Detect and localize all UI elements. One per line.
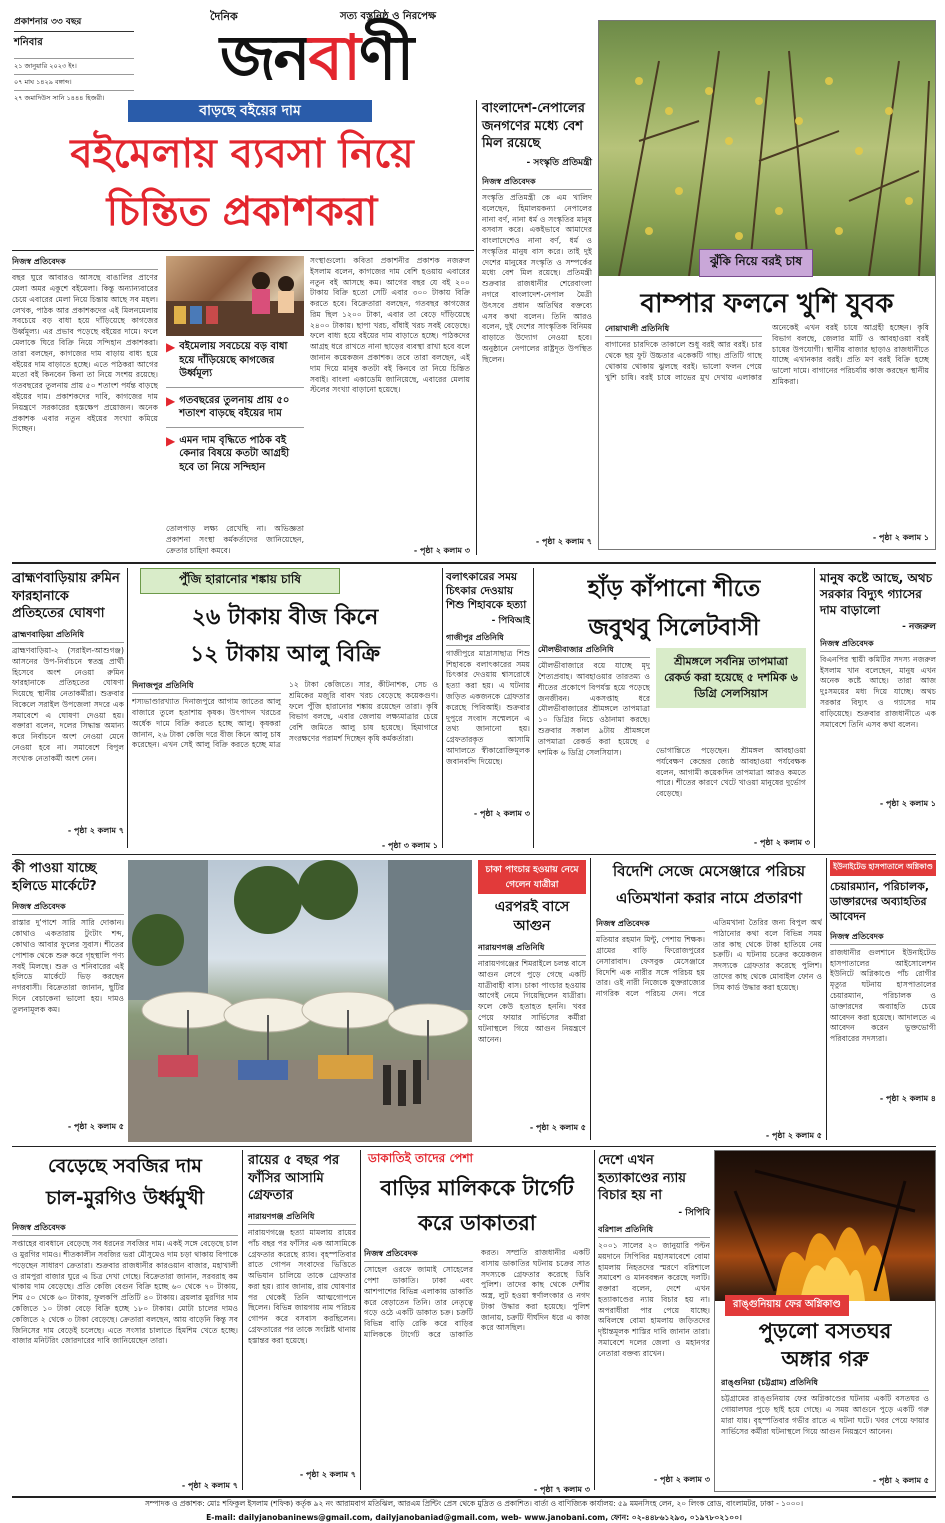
date-line-2: ০৭ মাঘ ১৪২৯ বঙ্গাব্দ।	[14, 74, 134, 88]
bus-kicker: চাকা পাংচার হওয়ায় নেমে গেলেন যাত্রীরা	[478, 860, 586, 894]
balatkar-headline: বলাৎকারের সময় চিৎকার দেওয়ায় শিশু শিহাবকে হত্যা	[446, 571, 527, 612]
lead-col-2-bottom: তোলপাড় লক্ষ্য রেখেছি না। অভিজ্ঞতা প্রকাশনা সংস্থা কর্মকর্তাদের জানিয়েছেন, ক্রেতার চাহিদা কমবে।	[166, 524, 304, 555]
krishi-continued: - পৃষ্ঠা ২ কলাম ১	[872, 533, 929, 542]
veg-body: নিজস্ব প্রতিবেদক সপ্তাহের ব্যবধানে বেড়েছে সব ধরনের সবজির দাম। একই সঙ্গে বেড়েছে চাল ও মুরগির দামও। শীতকালীন সবজির ভরা মৌসুমেও দাম চড়া থাকায় বিপাকে পড়েছেন সাধারণ ক্রেতারা। শুক্রবার রাজধানীর কারওয়ান বাজার, মহাখালী ও রামপুরা বাজার ঘুরে এ চিত্র দেখা গেছে। বিক্রেতারা জানান, সরবরাহ কম থাকায় দাম বেড়েছে। প্রতি কেজি বেগুন বিক্রি হচ্ছে ৬০ থেকে ৭০ টাকায়, শিম ৫০ থেকে ৬০ টাকায়, ফুলকপি প্রতিটি ৪০ টাকায়। ব্রয়লার মুরগির দাম কেজিতে ১০ টাকা বেড়ে বিক্রি হচ্ছে ১৮০ টাকায়। মোটা চালের দামও কেজিতে ২ থেকে ৩ টাকা বেড়েছে। ক্রেতারা বলছেন, আয় বাড়েনি কিন্তু সব জিনিসের দাম বেড়েই চলেছে। এতে সংসার চালাতে হিমশিম খেতে হচ্ছে। বাজার মনিটরিং জোরদারের দাবি জানিয়েছেন তারা।	[12, 1223, 238, 1346]
dakat-headline-1: বাড়ির মালিককে টার্গেট	[380, 1176, 574, 1200]
holiday-market-illustration	[128, 860, 472, 1142]
hospital-story	[830, 860, 936, 1142]
hospital-body: নিজস্ব প্রতিবেদক রাজধানীর গুলশানে ইউনাইটেড হাসপাতালের আইসোলেশন ইউনিটে অগ্নিকাণ্ডে পাঁচ রোগীর মৃত্যুর ঘটনায় হাসপাতালের চেয়ারম্যান, পরিচালক ও ডাক্তারদের অব্যাহতি চেয়ে আবেদন করা হয়েছে। আদালতে এ আবেদন করেন ভুক্তভোগী পরিবারের সদস্যরা।	[830, 931, 936, 1044]
fashi-byline: নারায়ণগঞ্জ প্রতিনিধি	[248, 1211, 356, 1225]
fire-photo	[715, 1151, 935, 1301]
potato-kicker: পুঁজি হারানোর শঙ্কায় চাষি	[140, 568, 340, 594]
fire-byline: রাঙ্গুনিয়া (চট্টগ্রাম) প্রতিনিধি	[721, 1377, 929, 1391]
krishi-section	[598, 20, 936, 550]
paper-name	[220, 20, 412, 96]
balatkar-byline: গাজীপুর প্রতিনিধি	[446, 632, 530, 646]
cold-box: শ্রীমঙ্গলে সর্বনিম্ন তাপমাত্রা রেকর্ড করা হয়েছে ৫ দশমিক ৬ ডিগ্রি সেলসিয়াস	[656, 648, 806, 708]
cpb-source: - সিপিবি	[678, 1207, 710, 1218]
dakat-byline: নিজস্ব প্রতিবেদক	[364, 1248, 473, 1262]
balatkar-source: - পিবিআই	[491, 615, 530, 626]
gas-continued: - পৃষ্ঠা ২ কলাম ১	[879, 798, 936, 808]
lead-col-3: সংস্থাগুলো। কবিতা প্রকাশনীর প্রকাশক নজরুল ইসলাম বলেন, কাগজের দাম বেশি হওয়ায় এবারের নতুন বই আসছে কম। আগের বছর যে বই ২০০ টাকায় বিক্রি হতো সেটি এবার ৩০০ টাকায় বিক্রি করতে হবে। বিক্রেতারা বলছেন, গতবছর কাগজের রিম ছিল ১২০০ টাকা, এবার তা বেড়ে দাঁড়িয়েছে ২৪০০ টাকায়। ছাপা খরচ, বাঁধাই খরচ সবই বেড়েছে। ফলে বাধ্য হয়ে বইয়ের দাম বাড়াতে হচ্ছে। পাঠকদের আগ্রহ ধরে রাখতে নানা ছাড়ের ব্যবস্থা রাখা হবে বলে জানান কয়েকজন প্রকাশক। তবে তারা বলছেন, এই দাম দিয়ে মানুষ কতটা বই কিনবে তা নিয়ে চিন্তিত সবাই। বাংলা একাডেমি জানিয়েছে, এবারের মেলায় স্টলের সংখ্যা বাড়ানো হয়েছে।	[310, 256, 470, 395]
messenger-headline-2: এতিমখানা করার নামে প্রতারণা	[616, 889, 802, 907]
cold-continued: - পৃষ্ঠা ২ কলাম ৩	[753, 838, 810, 847]
plum-tree-illustration	[599, 21, 935, 276]
lead-bullet-1: ▶ বইমেলায় সবচেয়ে বড় বাধা হয়ে দাঁড়িয়েছে কাগজের উর্ধ্বমূল্য	[166, 340, 288, 379]
bookfair-illustration	[166, 256, 304, 336]
market-story	[12, 860, 124, 1142]
name-part-right: াণী	[358, 21, 413, 94]
lead-headline-1: বইমেলায় ব্যবসা নিয়ে	[70, 131, 414, 177]
potato-headline-2: ১২ টাকায় আলু বিক্রি	[190, 642, 380, 667]
footer-imprint: সম্পাদক ও প্রকাশক: মোঃ শফিকুল ইসলাম (শফিক) কর্তৃক ৯২ নং আরামবাগ মতিঝিল, আরএম প্রিন্টিং প্রেস থেকে মুদ্রিত ও প্রকাশিত। বার্তা ও বাণিজ্যিক কার্যালয়: ৫৯ মমনসিংহ লেন, ২০ লিংক রোড, বাংলামটর, ঢাকা - ১০০০।	[145, 1499, 803, 1508]
gas-source: - নজরুল	[902, 621, 936, 632]
dakat-headline-2: করে ডাকাতরা	[418, 1211, 536, 1235]
cpb-headline: দেশে এখন হত্যাকাণ্ডের ন্যায় বিচার হয় না	[598, 1153, 686, 1204]
fire-continued: - পৃষ্ঠা ২ কলাম ৫	[872, 1476, 929, 1485]
bus-continued: - পৃষ্ঠা ২ কলাম ৫	[529, 1122, 586, 1132]
cold-headline-1: হাঁড় কাঁপানো শীতে	[587, 576, 761, 602]
cpb-story	[598, 1152, 710, 1492]
veg-byline: নিজস্ব প্রতিবেদক	[12, 1222, 238, 1236]
lead-byline: নিজস্ব প্রতিবেদক	[12, 256, 158, 270]
potato-headline-1: ২৬ টাকায় বীজ কিনে	[191, 605, 379, 630]
brahmanbaria-body: ব্রাহ্মণবাড়িয়া প্রতিনিধি ব্রাহ্মণবাড়িয়া-২ (সরাইল-আশুগঞ্জ) আসনের উপ-নির্বাচনে স্বতন্ত্র প্রার্থী হিসেবে অংশ নেওয়া রুমিন ফারহানাকে প্রতিহতের ঘোষণা দিয়েছে স্থানীয় নেতাকর্মীরা। শুক্রবার বিকেলে সরাইল উপজেলা সদরে এক সমাবেশে এ ঘোষণা দেওয়া হয়। বক্তারা বলেন, দলের সিদ্ধান্ত অমান্য করে নির্বাচনে অংশ নেওয়া মেনে নেওয়া হবে না। সমাবেশে বিপুল সংখ্যক নেতাকর্মী অংশ নেন।	[12, 629, 124, 763]
market-headline: কী পাওয়া যাচ্ছে হলিডে মার্কেটে?	[12, 861, 97, 894]
krishi-body: নোয়াখালী প্রতিনিধি বাগানের চারদিকে তাকালে শুধু বরই আর বরই। চার থেকে ছয় ফুট উচ্চতার একেকটি গাছ। প্রতিটি গাছে থোকায় থোকায় ঝুলছে বরই। ভালো ফলন পেয়ে খুশি চাষি। বরই চাষে লাভের মুখ দেখায় এলাকার অনেকেই এখন বরই চাষে আগ্রহী হচ্ছেন। কৃষি বিভাগ বলছে, জেলার মাটি ও আবহাওয়া বরই চাষের উপযোগী। স্থানীয় বাজার ছাড়াও রাজধানীতে যাচ্ছে এখানকার বরই। প্রতি মণ বরই বিক্রি হচ্ছে ভালো দামে। বাগানের পরিচর্যায় কাজ করছেন স্থানীয় শ্রমিকরা।	[605, 323, 929, 386]
dakat-continued: - পৃষ্ঠা ৭ কলাম ৩	[533, 1485, 590, 1494]
veg-story	[12, 1152, 238, 1492]
hospital-headline: চেয়ারম্যান, পরিচালক, ডাক্তারদের অব্যাহতির আবেদন	[830, 880, 930, 923]
paper-tagline: সত্য বস্তুনিষ্ঠ ও নিরপেক্ষ	[340, 11, 437, 22]
lead-col-1: নিজস্ব প্রতিবেদক বছর ঘুরে আবারও আসছে বাঙালির প্রাণের মেলা অমর একুশে বইমেলা। কিন্তু অন্যান্যবারের চেয়ে এবারের মেলা নিয়ে চিন্তায় আছে সব মহল। লেখক, পাঠক আর প্রকাশকদের এই মিলনমেলায় সবচেয়ে বড় বাধা হয়ে দাঁড়িয়েছে কাগজের উর্ধ্বমূল্য। এর প্রভাব পড়েছে বইয়ের দামে। ফলে মেলাকে ঘিরে বিক্রি নিয়ে সন্দিহান প্রকাশকরা। তারা বলছেন, কাগজের দাম বাড়ায় বাধ্য হয়ে বইয়ের দাম বাড়াতে হচ্ছে। এতে পাঠকরা আগের মতো বই কিনবেন কিনা তা নিয়ে সংশয় রয়েছে। গতবছরের তুলনায় প্রায় ৫০ শতাংশ পর্যন্ত বাড়ছে বইয়ের দাম। প্রকাশকদের দাবি, কাগজের দাম নিয়ন্ত্রণে সরকারের হস্তক্ষেপ প্রয়োজন। অনেক প্রকাশক এবার নতুন বইয়ের সংখ্যা কমিয়ে দিচ্ছেন।	[12, 257, 158, 434]
messenger-body: নিজস্ব প্রতিবেদক মতিয়ার রহমান মিন্টু, পেশায় শিক্ষক। গ্রামের বাড়ি ফিরোজপুরের নেসারাবাদ। ফেসবুক মেসেঞ্জারে বিদেশি এক নারীর সঙ্গে পরিচয় হয় তার। ওই নারী নিজেকে যুক্তরাজ্যের নাগরিক বলে পরিচয় দেন। পরে এতিমখানা তৈরির জন্য বিপুল অর্থ পাঠানোর কথা বলে বিভিন্ন সময় তার কাছ থেকে টাকা হাতিয়ে নেয় চক্রটি। এ ঘটনায় চক্রের কয়েকজন সদস্যকে গ্রেফতার করেছে পুলিশ। তাদের কাছ থেকে মোবাইল ফোন ও সিম কার্ড উদ্ধার করা হয়েছে।	[596, 918, 822, 999]
nepal-source: - সংস্কৃতি প্রতিমন্ত্রী	[526, 157, 592, 168]
nepal-continued: - পৃষ্ঠা ২ কলাম ৭	[535, 536, 592, 546]
brahmanbaria-story	[12, 570, 124, 850]
lead-bullet-3: ▶ এমন দাম বৃদ্ধিতে পাঠক বই কেনার বিষয়ে কতটা আগ্রহী হবে তা নিয়ে সন্দিহান	[166, 433, 290, 473]
date-line-3: ২৭ জমাদিউস সানি ১৪৪৪ হিজরী।	[14, 90, 134, 104]
nepal-headline: বাংলাদেশ-নেপালের জনগণের মধ্যে বেশ মিল রয়েছে	[482, 101, 585, 152]
bullet-arrow-icon: ▶	[166, 340, 176, 354]
market-continued: - পৃষ্ঠা ২ কলাম ৫	[67, 1122, 124, 1132]
fashi-story	[248, 1152, 356, 1492]
potato-byline: দিনাজপুর প্রতিনিধি	[132, 680, 281, 694]
lead-continued: - পৃষ্ঠা ২ কলাম ৩	[413, 546, 470, 555]
fire-illustration	[715, 1151, 935, 1301]
hospital-continued: - পৃষ্ঠা ২ কলাম ৪	[879, 1093, 936, 1103]
lead-photo	[166, 256, 304, 336]
bullet-arrow-icon: ▶	[166, 393, 176, 408]
footer	[12, 1499, 936, 1523]
fashi-body: নারায়ণগঞ্জ প্রতিনিধি নারায়ণগঞ্জে হত্যা মামলায় রায়ের পাঁচ বছর পর ফাঁসির এক আসামিকে গ্রেফতার করেছে র‌্যাব। বৃহস্পতিবার রাতে গোপন সংবাদের ভিত্তিতে অভিযান চালিয়ে তাকে গ্রেফতার করা হয়। র‌্যাব জানায়, রায় ঘোষণার পর থেকেই তিনি আত্মগোপনে ছিলেন। বিভিন্ন জায়গায় নাম পরিচয় গোপন করে বসবাস করছিলেন। গ্রেফতারের পর তাকে সংশ্লিষ্ট থানায় হস্তান্তর করা হয়েছে।	[248, 1211, 356, 1345]
messenger-byline: নিজস্ব প্রতিবেদক	[596, 918, 705, 932]
brahmanbaria-byline: ব্রাহ্মণবাড়িয়া প্রতিনিধি	[12, 629, 124, 643]
market-photo	[128, 860, 472, 1142]
masthead-logo	[200, 6, 620, 96]
gas-byline: নিজস্ব প্রতিবেদক	[820, 638, 936, 652]
nepal-story	[482, 100, 592, 555]
veg-headline-2: চাল-মুরগিও উর্ধ্বমুখী	[45, 1187, 205, 1209]
krishi-photo-caption: ঝুঁকি নিয়ে বরই চাষ	[699, 249, 813, 277]
fire-headline-1: পুড়লো বসতঘর	[758, 1319, 892, 1343]
krishi-headline: বাম্পার ফলনে খুশি যুবক	[640, 289, 894, 319]
messenger-continued: - পৃষ্ঠা ২ কলাম ৫	[765, 1131, 822, 1140]
bus-headline: এরপরই বাসে আগুন	[494, 899, 570, 934]
fire-story	[714, 1150, 936, 1492]
cpb-body: বরিশাল প্রতিনিধি ২০০১ সালের ২০ জানুয়ারি পল্টন ময়দানে সিপিবির মহাসমাবেশে বোমা হামলায় নিহতদের স্মরণে বরিশালে সমাবেশ ও মানববন্ধন করেছে দলটি। বক্তারা বলেন, দেশে এখন হত্যাকাণ্ডের ন্যায় বিচার হয় না। অপরাধীরা পার পেয়ে যাচ্ছে। অবিলম্বে বোমা হামলায় জড়িতদের দৃষ্টান্তমূলক শাস্তির দাবি জানান তারা। সমাবেশে দলের জেলা ও মহানগর নেতারা বক্তব্য রাখেন।	[598, 1224, 710, 1358]
potato-continued: - পৃষ্ঠা ৩ কলাম ১	[381, 841, 438, 850]
fire-kicker: রাঙ্গুনিয়ায় ফের অগ্নিকাণ্ড	[725, 1295, 849, 1316]
messenger-story	[596, 860, 822, 1142]
balatkar-continued: - পৃষ্ঠা ২ কলাম ৩	[473, 808, 530, 818]
fire-headline-2: অঙ্গার গরু	[781, 1347, 869, 1371]
balatkar-story	[446, 570, 530, 848]
bus-byline: নারায়ণগঞ্জ প্রতিনিধি	[478, 942, 586, 956]
date-line-1: ২১ জানুয়ারি ২০২৩ ইং।	[14, 58, 134, 72]
hospital-kicker: ইউনাইটেড হাসপাতালে অগ্নিকাণ্ড	[830, 860, 936, 876]
cpb-continued: - পৃষ্ঠা ২ কলাম ৩	[653, 1474, 710, 1484]
dakat-kicker: ডাকাতিই তাদের পেশা	[368, 1151, 474, 1165]
name-part-left: জন	[220, 21, 309, 94]
day-label: শনিবার	[14, 37, 43, 48]
cpb-byline: বরিশাল প্রতিনিধি	[598, 1224, 710, 1238]
footer-contacts: E-mail: dailyjanobaninews@gmail.com, dailyjanobaniad@gmail.com, web- www.janobani.com, ফোন: ০২-৪৪৮৬১২৯৩, ০১৯৭৮০২১০০।	[206, 1513, 742, 1522]
brahmanbaria-continued: - পৃষ্ঠা ২ কলাম ৭	[67, 825, 124, 835]
cold-headline-2: জবুথবু সিলেটবাসী	[588, 615, 760, 641]
lead-bullet-2: ▶ গতবছরের তুলনায় প্রায় ৫০ শতাংশ বাড়ছে বইয়ের দাম	[166, 393, 290, 419]
gas-body: নিজস্ব প্রতিবেদক বিএনপির স্থায়ী কমিটির সদস্য নজরুল ইসলাম খান বলেছেন, মানুষ এখন অনেক কষ্টে আছে। তারা আজ দুঃসময়ের মধ্য দিয়ে যাচ্ছে। অথচ সরকার বিদ্যুৎ ও গ্যাসের দাম বাড়িয়েছে। শুক্রবার রাজধানীতে এক সমাবেশে তিনি এসব কথা বলেন।	[820, 638, 936, 729]
paper-prefix: দৈনিক	[210, 10, 238, 23]
market-body: নিজস্ব প্রতিবেদক রাস্তার দু'পাশে সারি সারি দোকান। কোথাও একতারায় টুংটাং শব্দ, কোথাও আবার ফুলের সুবাস। শীতের পোশাক থেকে শুরু করে গৃহস্থালি পণ্য সবই মিলছে। শুক্র ও শনিবারের এই হলিডে মার্কেটে ভিড় করছেন নগরবাসী। বিক্রেতারা জানান, ছুটির দিনে বেচাকেনা ভালো হয়। দামও তুলনামূলক কম।	[12, 902, 124, 1014]
fashi-headline: রায়ের ৫ বছর পর ফাঁসির আসামি গ্রেফতার	[248, 1153, 340, 1204]
fashi-continued: - পৃষ্ঠা ২ কলাম ৭	[299, 1469, 356, 1479]
krishi-photo	[599, 21, 935, 276]
edition-line: প্রকাশনার ৩৩ বছর	[14, 14, 134, 32]
market-byline: নিজস্ব প্রতিবেদক	[12, 901, 124, 915]
gas-story	[820, 570, 936, 840]
bullet-arrow-icon: ▶	[166, 433, 176, 448]
bus-story	[478, 860, 586, 1142]
nepal-byline: নিজস্ব প্রতিবেদক	[482, 176, 592, 190]
krishi-byline: নোয়াখালী প্রতিনিধি	[605, 323, 762, 337]
cold-story	[538, 570, 810, 850]
dakat-body: নিজস্ব প্রতিবেদক সোহেল ওরফে জামাই সোহেলের পেশা ডাকাতি। ঢাকা এবং আশপাশের বিভিন্ন এলাকায় ডাকাতি করে বেড়াতেন তিনি। তার নেতৃত্বে গড়ে ওঠে একটি ডাকাত চক্র। চক্রটি বিভিন্ন বাড়ি রেকি করে বাড়ির মালিককে টার্গেট করে ডাকাতি করত। সম্প্রতি রাজধানীর একটি বাসায় ডাকাতির ঘটনায় চক্রের সাত সদস্যকে গ্রেফতার করেছে ডিবি পুলিশ। তাদের কাছ থেকে দেশীয় অস্ত্র, লুট হওয়া স্বর্ণালংকার ও নগদ টাকা উদ্ধার করা হয়েছে। পুলিশ জানায়, চক্রটি দীর্ঘদিন ধরে এ কাজ করে আসছিল।	[364, 1248, 590, 1340]
gas-headline: মানুষ কষ্টে আছে, অথচ সরকার বিদ্যুৎ গ্যাসের দাম বাড়ালো	[820, 571, 933, 618]
potato-story	[132, 568, 438, 850]
veg-headline-1: বেড়েছে সবজির দাম	[48, 1155, 202, 1177]
veg-continued: - পৃষ্ঠা ২ কলাম ৭	[181, 1481, 238, 1490]
cold-byline: মৌলভীবাজার প্রতিনিধি	[538, 644, 650, 658]
fire-body: রাঙ্গুনিয়া (চট্টগ্রাম) প্রতিনিধি চট্টগ্রামের রাঙ্গুনিয়ায় ফের অগ্নিকাণ্ডের ঘটনায় একটি বসতঘর ও গোয়ালঘর পুড়ে ছাই হয়ে গেছে। এ সময় আগুনে পুড়ে একটি গরু মারা যায়। বৃহস্পতিবার গভীর রাতে এ ঘটনা ঘটে। খবর পেয়ে ফায়ার সার্ভিসের কর্মীরা ঘটনাস্থলে গিয়ে আগুন নিয়ন্ত্রণে আনেন।	[721, 1378, 929, 1436]
lead-kicker: বাড়ছে বইয়ের দাম	[128, 100, 372, 122]
cold-col-2: ভোগান্তিতে পড়েছেন। শ্রীমঙ্গল আবহাওয়া পর্যবেক্ষণ কেন্দ্রের জ্যেষ্ঠ আবহাওয়া পর্যবেক্ষক বলেন, আগামী কয়েকদিন তাপমাত্রা আরও কমতে পারে। শীতের কারণে খেটে খাওয়া মানুষের দুর্ভোগ বেড়েছে।	[656, 746, 806, 799]
lead-bullet-box	[166, 340, 304, 520]
masthead-left	[14, 14, 134, 104]
potato-body: দিনাজপুর প্রতিনিধি শস্যভাণ্ডারখ্যাত দিনাজপুরে আগাম জাতের আলু বাজারে তুলে হতাশায় কৃষক। উৎপাদন খরচের অর্ধেক দামে বিক্রি করতে হচ্ছে আলু। কৃষকরা জানান, ২৬ টাকা কেজি দরে বীজ কিনে আলু চাষ করেছেন। এখন সেই আলু বিক্রি করতে হচ্ছে মাত্র ১২ টাকা কেজিতে। সার, কীটনাশক, সেচ ও শ্রমিকের মজুরি বাবদ খরচ বেড়েছে কয়েকগুণ। ফলে পুঁজি হারানোর শঙ্কায় রয়েছেন তারা। কৃষি বিভাগ বলছে, এবার জেলায় লক্ষ্যমাত্রার চেয়ে বেশি জমিতে আলু চাষ হয়েছে। হিমাগারে সংরক্ষণের পরামর্শ দিচ্ছেন কৃষি কর্মকর্তারা।	[132, 680, 438, 750]
lead-headline-2: চিন্তিত প্রকাশকরা	[106, 189, 378, 235]
balatkar-body: গাজীপুর প্রতিনিধি গাজীপুরে মাদ্রাসাছাত্র শিশু শিহাবকে বলাৎকারের সময় চিৎকার দেওয়ায় শ্বাসরোধে হত্যা করা হয়। এ ঘটনায় জড়িত একজনকে গ্রেফতার করেছে পিবিআই। শুক্রবার দুপুরে সংবাদ সম্মেলনে এ তথ্য জানানো হয়। গ্রেফতারকৃত আসামি আদালতে স্বীকারোক্তিমূলক জবানবন্দি দিয়েছে।	[446, 632, 530, 766]
hospital-byline: নিজস্ব প্রতিবেদক	[830, 931, 936, 945]
nepal-body: নিজস্ব প্রতিবেদক সংস্কৃতি প্রতিমন্ত্রী কে এম খালিদ বলেছেন, হিমালয়কন্যা নেপালের নানা বর্ণ, নানা ধর্ম ও সংস্কৃতির মানুষ বসবাস করে। একইভাবে আমাদের বাংলাদেশেও নানা বর্ণ, ধর্ম ও সংস্কৃতির মানুষ বাস করে। তাই দুই দেশের মানুষের সংস্কৃতি ও সম্পর্কের মধ্যে বেশ মিল রয়েছে। প্রতিমন্ত্রী শুক্রবার রাজধানীর শেরেবাংলা নগরে বাংলাদেশ-নেপাল মৈত্রী উৎসবে প্রধান অতিথির বক্তব্যে এসব কথা বলেন। তিনি আরও বলেন, দুই দেশের সাংস্কৃতিক বিনিময় বাড়াতে উদ্যোগ নেওয়া হবে। অনুষ্ঠানে নেপালের রাষ্ট্রদূত উপস্থিত ছিলেন।	[482, 176, 592, 364]
name-part-mid: ব	[308, 21, 359, 94]
cold-col-1: মৌলভীবাজার প্রতিনিধি মৌলভীবাজারে বয়ে যাচ্ছে মৃদু শৈত্যপ্রবাহ। আবহাওয়ার তারতম্য ও শীতের প্রকোপে বিপর্যস্ত হয়ে পড়েছে জনজীবন। একসপ্তাহ ধরে মৌলভীবাজারের শ্রীমঙ্গলে তাপমাত্রা ১০ ডিগ্রির নিচে ওঠানামা করছে। শুক্রবার সকাল ৯টায় শ্রীমঙ্গলে তাপমাত্রা রেকর্ড করা হয়েছে ৫ দশমিক ৬ ডিগ্রি সেলসিয়াস।	[538, 645, 650, 757]
bus-body: নারায়ণগঞ্জ প্রতিনিধি নারায়ণগঞ্জের শিমরাইলে চলন্ত বাসে আগুন লেগে পুড়ে গেছে একটি যাত্রীবাহী বাস। চাকা পাংচার হওয়ায় আগেই নেমে গিয়েছিলেন যাত্রীরা। ফলে কেউ হতাহত হননি। খবর পেয়ে ফায়ার সার্ভিসের কর্মীরা ঘটনাস্থলে গিয়ে আগুন নিয়ন্ত্রণে আনেন।	[478, 942, 586, 1044]
messenger-headline-1: বিদেশি সেজে মেসেঞ্জারে পরিচয়	[612, 862, 806, 880]
dakat-story	[364, 1150, 590, 1492]
brahmanbaria-headline: ব্রাহ্মণবাড়িয়ায় রুমিন ফারহানাকে প্রতিহতের ঘোষণা	[12, 571, 120, 622]
